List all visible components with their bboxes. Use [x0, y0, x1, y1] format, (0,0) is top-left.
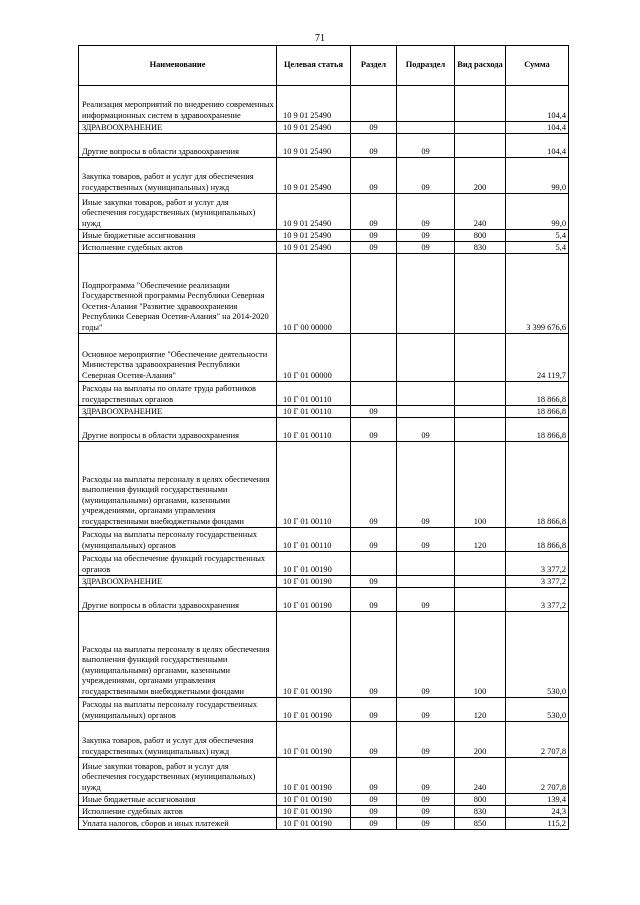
table-row [79, 242, 569, 254]
row-name-cell: Иные бюджетные ассигнования [79, 794, 277, 806]
row-name-cell: Исполнение судебных актов [79, 806, 277, 818]
row-section-cell: 09 [351, 242, 397, 254]
table-row [79, 334, 569, 382]
row-sum-cell: 24,3 [506, 806, 569, 818]
row-expense-type-cell: 830 [455, 242, 506, 254]
row-sum-cell: 530,0 [506, 612, 569, 698]
row-sum-cell: 115,2 [506, 818, 569, 830]
row-subsection-cell: 09 [397, 588, 455, 612]
row-sum-cell: 104,4 [506, 122, 569, 134]
row-target-article-cell: 10 Г 01 00190 [277, 612, 351, 698]
row-section-cell: 09 [351, 806, 397, 818]
row-target-article-cell: 10 Г 01 00190 [277, 818, 351, 830]
row-subsection-cell: 09 [397, 612, 455, 698]
table-row [79, 86, 569, 122]
row-subsection-cell [397, 382, 455, 406]
table-row [79, 254, 569, 334]
row-section-cell: 09 [351, 230, 397, 242]
row-section-cell: 09 [351, 194, 397, 230]
row-name-cell: Уплата налогов, сборов и иных платежей [79, 818, 277, 830]
row-name-cell: Иные бюджетные ассигнования [79, 230, 277, 242]
row-name-cell: Расходы на выплаты персоналу государственных (муниципальных) органов [79, 698, 277, 722]
row-expense-type-cell [455, 418, 506, 442]
table-row [79, 794, 569, 806]
row-expense-type-cell [455, 406, 506, 418]
row-expense-type-cell [455, 588, 506, 612]
header-name: Наименование [79, 46, 277, 86]
row-sum-cell: 99,0 [506, 194, 569, 230]
row-name-cell: Основное мероприятие "Обеспечение деятельности Министерства здравоохранения Республики Северная Осетия-Алания" [79, 334, 277, 382]
row-name-cell: Реализация мероприятий по внедрению современных информационных систем в здравоохранение [79, 86, 277, 122]
table-row [79, 612, 569, 698]
row-subsection-cell: 09 [397, 794, 455, 806]
row-target-article-cell: 10 9 01 25490 [277, 194, 351, 230]
row-sum-cell: 99,0 [506, 158, 569, 194]
row-name-cell: Другие вопросы в области здравоохранения [79, 588, 277, 612]
row-sum-cell: 24 119,7 [506, 334, 569, 382]
row-name-cell: ЗДРАВООХРАНЕНИЕ [79, 406, 277, 418]
row-name-cell: Закупка товаров, работ и услуг для обеспечения государственных (муниципальных) нужд [79, 722, 277, 758]
row-subsection-cell: 09 [397, 442, 455, 528]
row-expense-type-cell [455, 382, 506, 406]
row-expense-type-cell: 850 [455, 818, 506, 830]
table-row [79, 818, 569, 830]
table-row [79, 698, 569, 722]
row-subsection-cell: 09 [397, 758, 455, 794]
row-expense-type-cell [455, 122, 506, 134]
header-sum: Сумма [506, 46, 569, 86]
row-section-cell [351, 86, 397, 122]
row-target-article-cell: 10 9 01 25490 [277, 122, 351, 134]
row-expense-type-cell: 100 [455, 612, 506, 698]
row-section-cell: 09 [351, 588, 397, 612]
row-sum-cell: 3 377,2 [506, 576, 569, 588]
row-target-article-cell: 10 Г 01 00000 [277, 334, 351, 382]
row-subsection-cell [397, 552, 455, 576]
row-expense-type-cell: 200 [455, 722, 506, 758]
row-subsection-cell [397, 406, 455, 418]
row-sum-cell: 2 707,8 [506, 722, 569, 758]
row-sum-cell: 139,4 [506, 794, 569, 806]
row-name-cell: Расходы на выплаты по оплате труда работников государственных органов [79, 382, 277, 406]
row-expense-type-cell [455, 552, 506, 576]
row-target-article-cell: 10 Г 01 00190 [277, 806, 351, 818]
row-section-cell: 09 [351, 418, 397, 442]
row-target-article-cell: 10 Г 01 00110 [277, 442, 351, 528]
row-sum-cell: 18 866,8 [506, 528, 569, 552]
row-expense-type-cell [455, 334, 506, 382]
row-name-cell: Расходы на обеспечение функций государственных органов [79, 552, 277, 576]
row-expense-type-cell: 200 [455, 158, 506, 194]
row-subsection-cell [397, 334, 455, 382]
table-row [79, 588, 569, 612]
row-target-article-cell: 10 9 01 25490 [277, 158, 351, 194]
row-section-cell [351, 552, 397, 576]
table-row [79, 382, 569, 406]
row-name-cell: ЗДРАВООХРАНЕНИЕ [79, 576, 277, 588]
row-subsection-cell: 09 [397, 722, 455, 758]
row-target-article-cell: 10 Г 01 00190 [277, 722, 351, 758]
row-sum-cell: 2 707,8 [506, 758, 569, 794]
row-expense-type-cell [455, 576, 506, 588]
row-name-cell: Иные закупки товаров, работ и услуг для обеспечения государственных (муниципальных) нужд [79, 758, 277, 794]
row-subsection-cell: 09 [397, 698, 455, 722]
row-subsection-cell: 09 [397, 528, 455, 552]
row-target-article-cell: 10 9 01 25490 [277, 242, 351, 254]
budget-table [78, 45, 569, 830]
table-row [79, 552, 569, 576]
row-target-article-cell: 10 9 01 25490 [277, 230, 351, 242]
row-expense-type-cell: 830 [455, 806, 506, 818]
table-header-row [79, 46, 569, 86]
table-row [79, 406, 569, 418]
row-sum-cell: 3 399 676,6 [506, 254, 569, 334]
row-target-article-cell: 10 Г 01 00110 [277, 406, 351, 418]
row-expense-type-cell [455, 134, 506, 158]
row-expense-type-cell [455, 254, 506, 334]
row-sum-cell: 18 866,8 [506, 406, 569, 418]
row-name-cell: Иные закупки товаров, работ и услуг для обеспечения государственных (муниципальных) нужд [79, 194, 277, 230]
row-target-article-cell: 10 Г 01 00190 [277, 758, 351, 794]
row-expense-type-cell: 100 [455, 442, 506, 528]
row-sum-cell: 5,4 [506, 242, 569, 254]
table-row [79, 528, 569, 552]
row-subsection-cell [397, 122, 455, 134]
row-sum-cell: 104,4 [506, 86, 569, 122]
row-section-cell: 09 [351, 794, 397, 806]
row-sum-cell: 5,4 [506, 230, 569, 242]
table-row [79, 158, 569, 194]
row-subsection-cell: 09 [397, 806, 455, 818]
table-row [79, 134, 569, 158]
row-expense-type-cell: 120 [455, 528, 506, 552]
table-row [79, 576, 569, 588]
row-target-article-cell: 10 Г 01 00190 [277, 588, 351, 612]
row-sum-cell: 530,0 [506, 698, 569, 722]
row-sum-cell: 3 377,2 [506, 552, 569, 576]
table-row [79, 722, 569, 758]
row-target-article-cell: 10 Г 01 00190 [277, 698, 351, 722]
row-expense-type-cell: 240 [455, 758, 506, 794]
row-name-cell: Расходы на выплаты персоналу в целях обеспечения выполнения функций государственными (муниципальными) органами, казенными учреждениями, органами управления государственными внебюджетными фондами [79, 442, 277, 528]
table-row [79, 806, 569, 818]
row-section-cell: 09 [351, 406, 397, 418]
row-section-cell: 09 [351, 698, 397, 722]
row-name-cell: Закупка товаров, работ и услуг для обеспечения государственных (муниципальных) нужд [79, 158, 277, 194]
row-section-cell [351, 334, 397, 382]
row-target-article-cell: 10 Г 00 00000 [277, 254, 351, 334]
page-number: 71 [315, 33, 325, 44]
row-expense-type-cell: 120 [455, 698, 506, 722]
row-target-article-cell: 10 Г 01 00190 [277, 552, 351, 576]
row-name-cell: Другие вопросы в области здравоохранения [79, 134, 277, 158]
row-subsection-cell: 09 [397, 134, 455, 158]
row-subsection-cell: 09 [397, 230, 455, 242]
row-section-cell: 09 [351, 576, 397, 588]
row-subsection-cell: 09 [397, 158, 455, 194]
row-sum-cell: 3 377,2 [506, 588, 569, 612]
table-row [79, 442, 569, 528]
row-subsection-cell: 09 [397, 194, 455, 230]
row-name-cell: Исполнение судебных актов [79, 242, 277, 254]
row-section-cell: 09 [351, 612, 397, 698]
header-target-article: Целевая статья [277, 46, 351, 86]
row-target-article-cell: 10 Г 01 00190 [277, 576, 351, 588]
row-name-cell: Расходы на выплаты персоналу государственных (муниципальных) органов [79, 528, 277, 552]
row-section-cell [351, 382, 397, 406]
table-row [79, 758, 569, 794]
table-row [79, 230, 569, 242]
row-subsection-cell: 09 [397, 418, 455, 442]
row-section-cell: 09 [351, 758, 397, 794]
row-sum-cell: 18 866,8 [506, 442, 569, 528]
header-expense-type: Вид расхода [455, 46, 506, 86]
row-section-cell: 09 [351, 722, 397, 758]
row-expense-type-cell: 800 [455, 230, 506, 242]
table-row [79, 122, 569, 134]
row-subsection-cell: 09 [397, 818, 455, 830]
row-target-article-cell: 10 Г 01 00110 [277, 528, 351, 552]
row-name-cell: Другие вопросы в области здравоохранения [79, 418, 277, 442]
row-section-cell: 09 [351, 818, 397, 830]
row-subsection-cell [397, 576, 455, 588]
row-sum-cell: 104,4 [506, 134, 569, 158]
row-name-cell: ЗДРАВООХРАНЕНИЕ [79, 122, 277, 134]
row-section-cell: 09 [351, 122, 397, 134]
header-subsection: Подраздел [397, 46, 455, 86]
row-section-cell: 09 [351, 158, 397, 194]
row-target-article-cell: 10 9 01 25490 [277, 134, 351, 158]
row-name-cell: Подпрограмма "Обеспечение реализации Государственной программы Республики Северная Осетия-Алания "Развитие здравоохранения Республики Северная Осетия-Алания" на 2014-2020 годы" [79, 254, 277, 334]
header-section: Раздел [351, 46, 397, 86]
row-target-article-cell: 10 Г 01 00110 [277, 382, 351, 406]
row-target-article-cell: 10 Г 01 00110 [277, 418, 351, 442]
row-target-article-cell: 10 9 01 25490 [277, 86, 351, 122]
row-expense-type-cell [455, 86, 506, 122]
row-target-article-cell: 10 Г 01 00190 [277, 794, 351, 806]
row-sum-cell: 18 866,8 [506, 382, 569, 406]
row-expense-type-cell: 800 [455, 794, 506, 806]
table-body [79, 86, 569, 830]
row-subsection-cell: 09 [397, 242, 455, 254]
row-section-cell: 09 [351, 134, 397, 158]
row-expense-type-cell: 240 [455, 194, 506, 230]
row-subsection-cell [397, 254, 455, 334]
row-sum-cell: 18 866,8 [506, 418, 569, 442]
row-section-cell: 09 [351, 528, 397, 552]
table-row [79, 418, 569, 442]
row-name-cell: Расходы на выплаты персоналу в целях обеспечения выполнения функций государственными (муниципальными) органами, казенными учреждениями, органами управления государственными внебюджетными фондами [79, 612, 277, 698]
row-subsection-cell [397, 86, 455, 122]
row-section-cell [351, 254, 397, 334]
table-row [79, 194, 569, 230]
row-section-cell: 09 [351, 442, 397, 528]
